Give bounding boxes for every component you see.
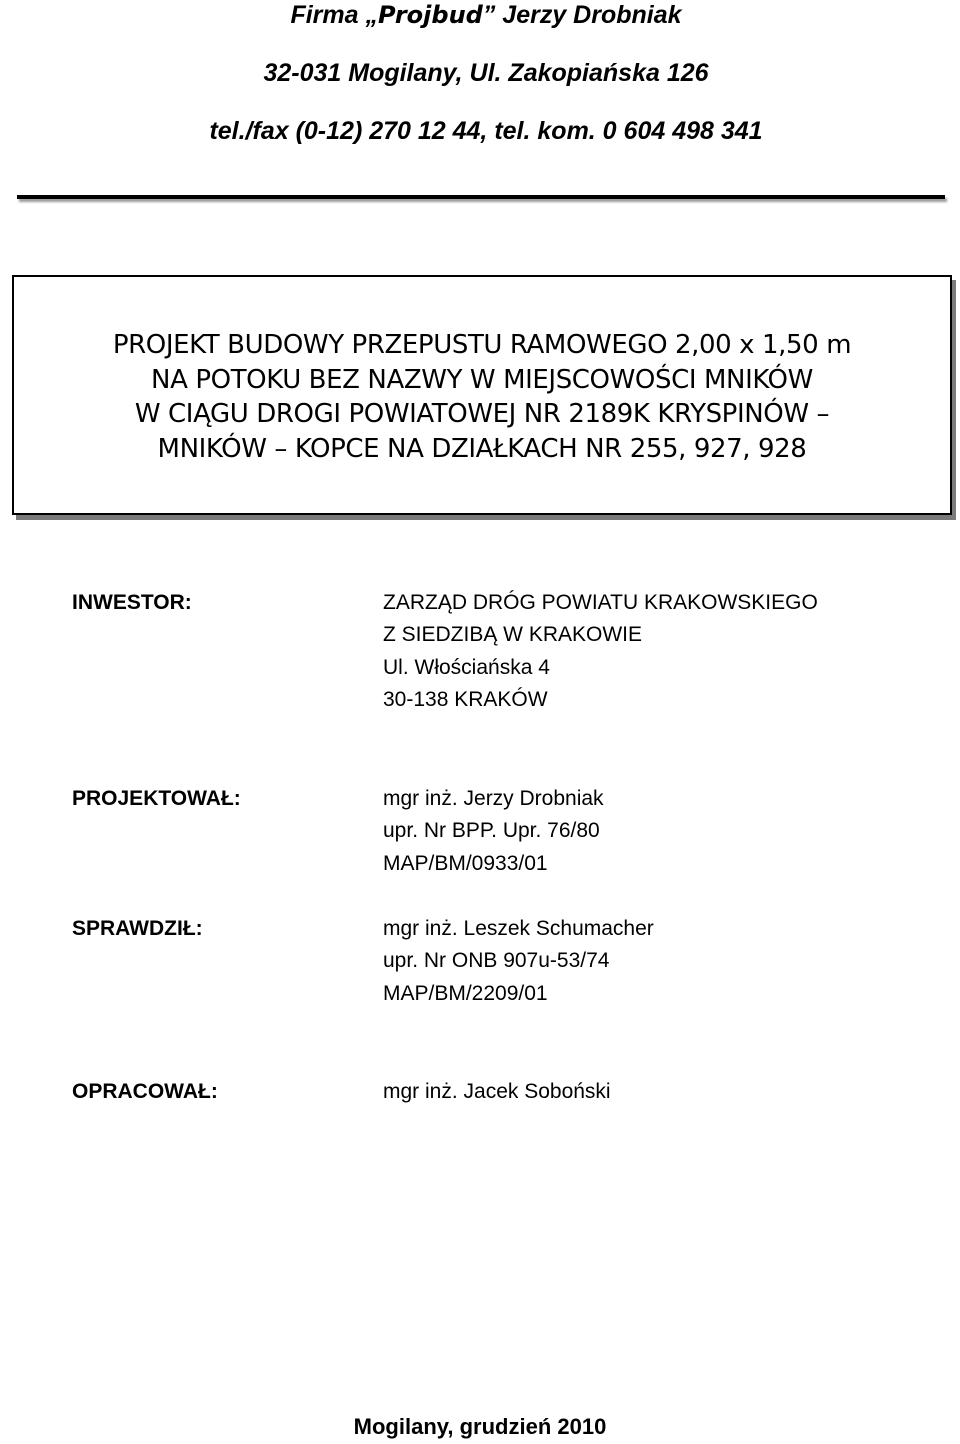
firm-brand: Projbud — [377, 1, 483, 29]
checker-line: upr. Nr ONB 907u-53/74 — [383, 949, 610, 973]
designer-label: PROJEKTOWAŁ: — [72, 787, 241, 810]
project-title-line: MNIKÓW – KOPCE NA DZIAŁKACH NR 255, 927, 928 — [157, 433, 807, 464]
investor-line: 30-138 KRAKÓW — [383, 687, 548, 711]
firm-owner: Jerzy Drobniak — [495, 1, 682, 29]
investor-label: INWESTOR: — [72, 591, 192, 614]
designer-line: upr. Nr BPP. Upr. 76/80 — [383, 819, 600, 843]
designer-line: mgr inż. Jerzy Drobniak — [383, 787, 604, 810]
firm-open-quote: „ — [365, 1, 378, 29]
project-title-line: PROJEKT BUDOWY PRZEPUSTU RAMOWEGO 2,00 x 1,50 m — [112, 330, 852, 360]
firm-prefix: Firma — [290, 1, 366, 29]
designer-line: MAP/BM/0933/01 — [383, 851, 548, 875]
project-title-line: NA POTOKU BEZ NAZWY W MIEJSCOWOŚCI MNIKÓW — [151, 364, 813, 395]
project-title-box — [12, 275, 952, 515]
prepared-value: mgr inż. Jacek Soboński — [383, 1080, 611, 1103]
investor-line: Ul. Włościańska 4 — [383, 655, 550, 679]
checker-line: mgr inż. Leszek Schumacher — [383, 917, 654, 940]
project-title-line: W CIĄGU DROGI POWIATOWEJ NR 2189K KRYSPINÓW – — [134, 399, 830, 429]
place-date: Mogilany, grudzień 2010 — [353, 1414, 607, 1439]
checker-details — [383, 913, 654, 1010]
firm-phone: tel./fax (0-12) 270 12 44, tel. kom. 0 604 498 341 — [209, 117, 763, 145]
checker-line: MAP/BM/2209/01 — [383, 981, 548, 1005]
investor-details — [383, 587, 818, 716]
investor-line: Z SIEDZIBĄ W KRAKOWIE — [383, 623, 643, 647]
header-divider — [17, 195, 945, 199]
investor-line: ZARZĄD DRÓG POWIATU KRAKOWSKIEGO — [383, 591, 818, 614]
prepared-label: OPRACOWAŁ: — [72, 1080, 218, 1103]
firm-name-line — [0, 0, 960, 30]
firm-close-quote: ” — [482, 1, 496, 29]
checker-label: SPRAWDZIŁ: — [72, 917, 203, 940]
designer-details — [383, 783, 604, 880]
project-title — [14, 328, 950, 466]
firm-address: 32-031 Mogilany, Ul. Zakopiańska 126 — [263, 59, 709, 87]
